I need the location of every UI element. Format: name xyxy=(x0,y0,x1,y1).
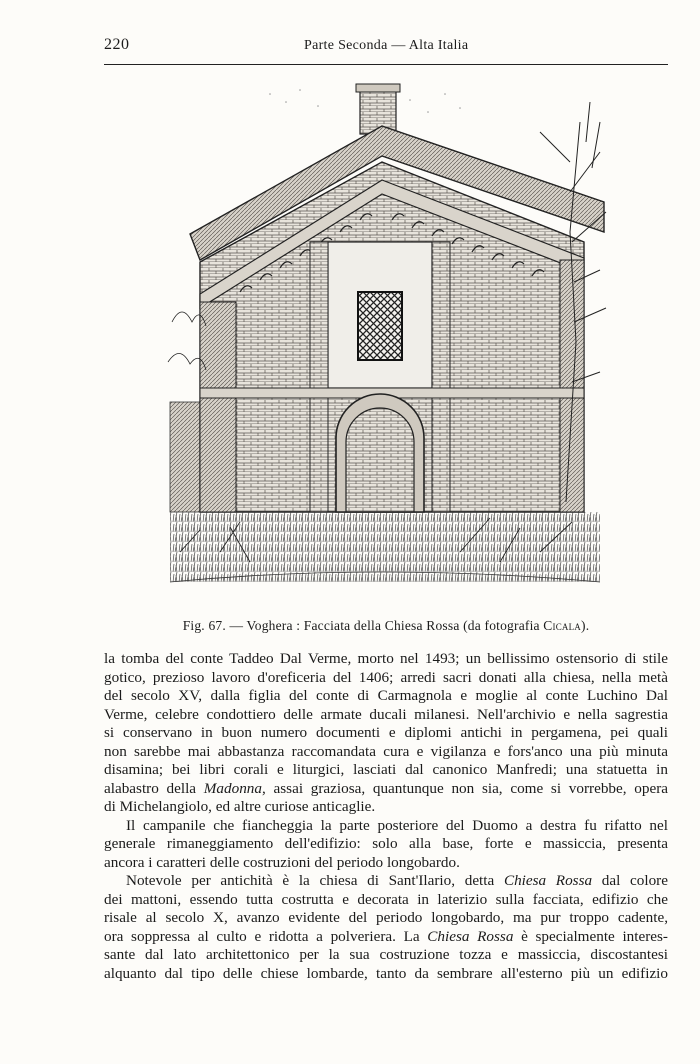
paragraph-2 xyxy=(104,817,668,873)
caption-text: Fig. 67. — Voghera : Facciata della Chiesa Rossa (da fotografia xyxy=(182,618,544,633)
text-run: Notevole per antichità è la chiesa di Sant'Ilario, detta xyxy=(126,872,504,889)
text-line: Il campanile che fiancheggia la parte posteriore del Duomo a destra fu rifatto nel xyxy=(126,816,668,834)
text-line: la tomba del conte Taddeo Dal Verme, morto nel 1493; un bellissimo ostensorio di stile xyxy=(104,650,668,667)
text-run: è specialmente interes- xyxy=(513,927,668,945)
paragraph-1 xyxy=(104,650,668,817)
text-run: dal colore xyxy=(592,872,668,889)
text-line: del secolo XV, dalla figlia del conte di Carmagnola e moglie al conte Luchino Dal xyxy=(104,687,668,704)
caption-end: ). xyxy=(581,618,590,633)
text-run: alabastro della xyxy=(104,779,204,797)
text-line: generale rimaneggiamento dell'edifizio: solo alla base, forte e massiccia, presenta xyxy=(104,835,668,852)
body-text xyxy=(104,650,668,983)
text-line: non sarebbe mai abbastanza raccomandata cura e vigilanza e fors'anco una più minuta xyxy=(104,742,668,760)
page-number: 220 xyxy=(104,36,130,53)
text-line: si conservano in buon numero documenti e diplomi antichi in pergamena, pei quali xyxy=(104,724,668,741)
engraving-illustration xyxy=(160,82,610,608)
text-line: alquanto dal tipo delle chiese lombarde, tanto da sembrare all'esterno più un edifizio xyxy=(104,964,668,982)
italic-term: Madonna xyxy=(203,779,262,797)
caption-credit: Cicala xyxy=(543,618,581,633)
text-line xyxy=(104,872,668,891)
header-rule xyxy=(104,64,668,65)
text-line xyxy=(104,928,668,947)
text-line: risale al secolo X, avanzo evidente del periodo longobardo, ma pur troppo cadente, xyxy=(104,909,668,926)
text-line: sante dal lato architettonico per la sua costruzione tozza e massiccia, discostantesi xyxy=(104,946,668,963)
paragraph-3 xyxy=(104,872,668,983)
text-line: ancora i caratteri delle costruzioni del periodo longobardo. xyxy=(104,853,460,871)
text-line xyxy=(104,780,668,799)
text-line: dei mattoni, essendo tutta costrutta e decorata in laterizio sulla facciata, edifizio che xyxy=(104,890,668,908)
church-facade-engraving xyxy=(160,82,610,608)
text-run: , assai graziosa, quantunque non sia, come si vorrebbe, opera xyxy=(262,779,668,797)
italic-term: Chiesa Rossa xyxy=(503,872,593,889)
text-line: di Michelangiolo, ed altre curiose anticaglie. xyxy=(104,798,376,815)
text-run: ora soppressa al culto e ridotta a polveriera. La xyxy=(104,927,428,945)
text-line: gotico, prezioso lavoro d'oreficeria del 1406; arredi sacri donati alla chiesa, nella metà xyxy=(104,668,668,686)
running-header xyxy=(104,36,668,62)
figure-caption xyxy=(104,618,668,634)
italic-term: Chiesa Rossa xyxy=(427,927,514,945)
running-title: Parte Seconda — Alta Italia xyxy=(304,38,469,53)
text-line: disamina; bei libri corali e liturgici, lasciati dal canonico Manfredi; una statuetta in xyxy=(104,761,668,778)
text-line: Verme, celebre condottiero delle armate ducali milanesi. Nell'archivio e nella sagrestia xyxy=(104,705,668,723)
